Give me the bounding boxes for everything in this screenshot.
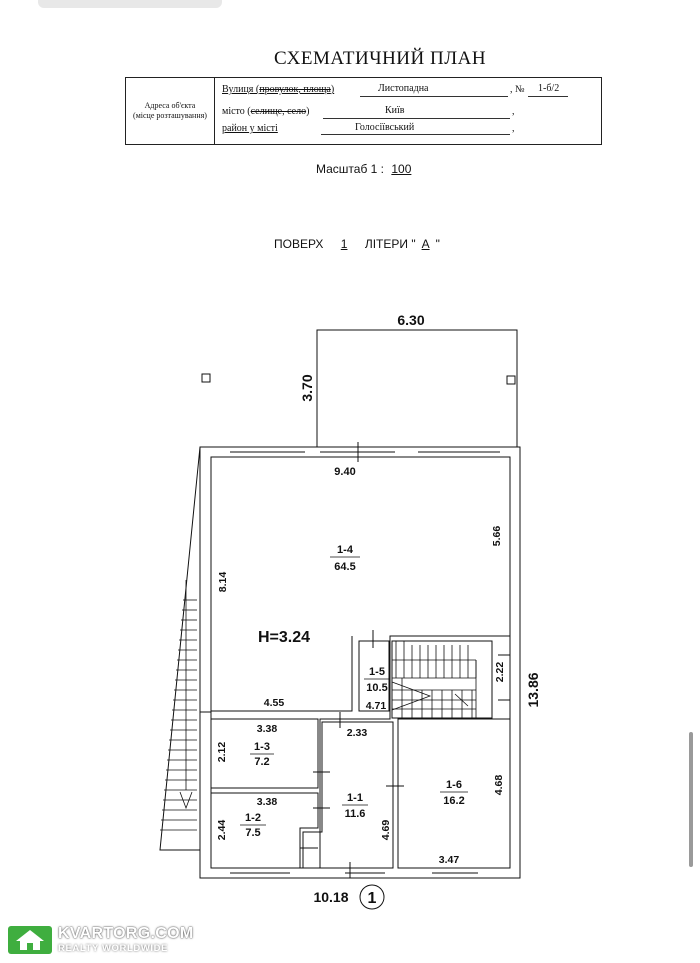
city-value: Київ <box>385 105 405 116</box>
room-1-2-id: 1-2 <box>245 812 261 824</box>
dim-r16-right: 4.68 <box>493 774 505 796</box>
dim-r12-left: 2.44 <box>216 819 228 841</box>
scale-value: 100 <box>391 162 412 176</box>
document-title: СХЕМАТИЧНИЙ ПЛАН <box>273 48 487 69</box>
marker-square <box>202 374 210 382</box>
street-value: Листопадна <box>378 83 429 94</box>
room-1-6-id: 1-6 <box>446 779 462 791</box>
number-label: , № <box>510 84 525 95</box>
address-sublabel: (місце розташування) <box>133 111 207 120</box>
terrace-outline <box>317 330 517 447</box>
scale-label: Масштаб 1 : <box>316 162 385 176</box>
watermark-line2: REALTY WORLDWIDE <box>58 942 169 954</box>
dim-r16-bottom: 3.47 <box>438 854 460 866</box>
floor-label: ПОВЕРХ <box>274 237 324 251</box>
room-1-1-id: 1-1 <box>347 792 363 804</box>
watermark-text <box>58 925 193 954</box>
room-1-3-area: 7.2 <box>254 756 270 768</box>
district-label: район у місті <box>222 123 278 134</box>
axis-label: 1 <box>367 890 377 907</box>
stairs-steps <box>392 641 476 718</box>
dim-r13-top: 3.38 <box>256 723 278 735</box>
house-logo-icon <box>8 922 52 956</box>
height-label: H=3.24 <box>257 629 311 646</box>
vertical-scrollbar[interactable] <box>689 732 693 867</box>
room-1-4-area: 64.5 <box>334 561 356 573</box>
dim-r13-left: 2.12 <box>216 741 228 763</box>
address-label: Адреса об'єкта <box>144 101 196 111</box>
room-1-2-area: 7.5 <box>245 827 261 839</box>
room-1-3-id: 1-3 <box>254 741 270 753</box>
dim-r12-top: 3.38 <box>256 796 278 808</box>
street-label: Вулиця (провулок, площа) <box>222 84 335 95</box>
watermark-line1: KVARTORG.COM <box>58 924 194 942</box>
dim-r15-bottom: 4.71 <box>365 700 387 712</box>
room-1-5-area: 10.5 <box>366 682 388 694</box>
overall-width-bottom-label: 10.18 <box>313 889 349 905</box>
city-label: місто (селище, село) <box>222 106 310 117</box>
overall-depth-label: 13.86 <box>525 672 541 708</box>
dim-r14-bottom: 4.55 <box>263 697 285 709</box>
number-value: 1-б/2 <box>538 83 560 94</box>
room-1-1-area: 11.6 <box>344 808 366 820</box>
marker-square <box>507 376 515 384</box>
address-fields: Вулиця (провулок, площа) Листопадна , № 1-б/2 місто (селище, село) Київ , район у місті Голосіївський , <box>215 78 601 144</box>
overall-width-top-label: 9.40 <box>334 466 356 478</box>
floor-line: ПОВЕРХ 1 ЛІТЕРИ " А " <box>274 237 440 251</box>
dim-r11-right: 4.69 <box>380 819 392 841</box>
dim-r11-top: 2.33 <box>346 727 368 739</box>
dim-r14-left: 8.14 <box>217 571 229 593</box>
dim-r14-right: 5.66 <box>491 525 503 547</box>
terrace-width-label: 6.30 <box>397 312 425 328</box>
room-1-5-id: 1-5 <box>369 666 385 678</box>
district-value: Голосіївський <box>355 122 415 133</box>
letter-label: ЛІТЕРИ " <box>364 237 416 251</box>
floor-value: 1 <box>340 237 348 251</box>
room-1-6-area: 16.2 <box>443 795 465 807</box>
ramp-outline <box>160 447 200 850</box>
letter-value: А <box>421 237 430 251</box>
room-1-4-id: 1-4 <box>337 544 353 556</box>
dim-r15-right: 2.22 <box>494 661 506 683</box>
terrace-depth-label: 3.70 <box>299 374 315 402</box>
watermark <box>8 922 193 956</box>
